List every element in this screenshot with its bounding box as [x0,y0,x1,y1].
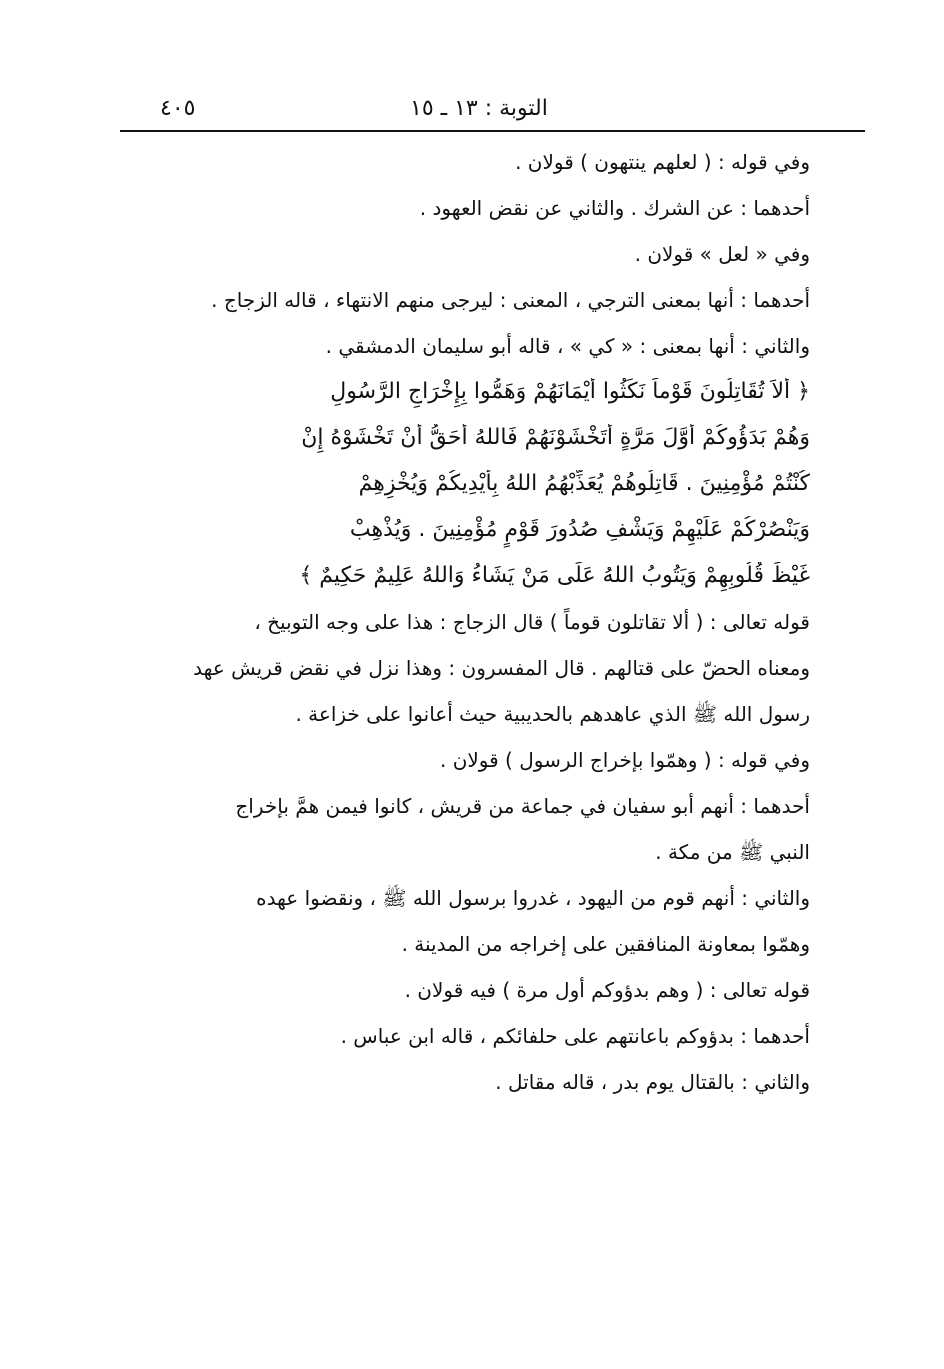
text-line: قوله تعالى : ( ألا تقاتلون قوماً ) قال الزجاج : هذا على وجه التوبيخ ، [254,610,810,634]
text-line: والثاني : أنهم قوم من اليهود ، غدروا برسول الله ﷺ ، ونقضوا عهده [256,886,810,910]
text-line: والثاني : بالقتال يوم بدر ، قاله مقاتل . [495,1070,810,1094]
page-body [130,148,810,1114]
text-line: وفي قوله : ( وهمّوا بإخراج الرسول ) قولان . [440,748,810,772]
text-line: أحدهما : عن الشرك . والثاني عن نقض العهود . [419,196,810,220]
page-header [120,88,865,128]
text-line: رسول الله ﷺ الذي عاهدهم بالحديبية حيث أعانوا على خزاعة . [295,702,810,726]
text-line: والثاني : أنها بمعنى : « كي » ، قاله أبو سليمان الدمشقي . [325,334,810,358]
verse-line: وَيَنْصُرْكُمْ عَلَيْهِمْ وَيَشْفِ صُدُورَ قَوْمٍ مُؤْمِنِينَ . وَيُذْهِبْ [349,517,810,542]
text-line: وفي « لعل » قولان . [634,242,810,266]
verse-line: ﴿ أَلاَ تُقَاتِلُونَ قَوْماً نَكَثُوا أَيْمَانَهُمْ وَهَمُّوا بِإِخْرَاجِ الرَّسُولِ [330,379,810,404]
text-line: ومعناه الحضّ على قتالهم . قال المفسرون : وهذا نزل في نقض قريش عهد [193,656,810,680]
text-line: قوله تعالى : ( وهم بدؤوكم أول مرة ) فيه قولان . [404,978,810,1002]
verse-line: وَهُمْ بَدَؤُوكُمْ أَوَّلَ مَرَّةٍ أَتَخْشَوْنَهُمْ فَاللهُ أَحَقُّ أَنْ تَخْشَوْهُ إِنْ [301,425,810,450]
page-number: ٤٠٥ [160,96,196,121]
verse-line: كُنْتُمْ مُؤْمِنِينَ . قَاتِلُوهُمْ يُعَذِّبْهُمُ اللهُ بِأَيْدِيكُمْ وَيُخْزِهِمْ [358,471,810,496]
verse-line: غَيْظَ قُلُوبِهِمْ وَيَتُوبُ اللهُ عَلَى مَنْ يَشَاءُ وَاللهُ عَلِيمٌ حَكِيمٌ ﴾ [299,563,810,588]
text-line: أحدهما : بدؤوكم باعانتهم على حلفائكم ، قاله ابن عباس . [340,1024,810,1048]
text-line: أحدهما : أنها بمعنى الترجي ، المعنى : ليرجى منهم الانتهاء ، قاله الزجاج . [211,288,810,312]
running-head: التوبة : ١٣ ـ ١٥ [410,96,548,121]
header-rule [120,130,865,132]
text-line: وهمّوا بمعاونة المنافقين على إخراجه من المدينة . [401,932,810,956]
text-line: أحدهما : أنهم أبو سفيان في جماعة من قريش ، كانوا فيمن همَّ بإخراج [235,794,810,818]
text-line: وفي قوله : ( لعلهم ينتهون ) قولان . [515,150,810,174]
text-line: النبي ﷺ من مكة . [655,840,810,864]
